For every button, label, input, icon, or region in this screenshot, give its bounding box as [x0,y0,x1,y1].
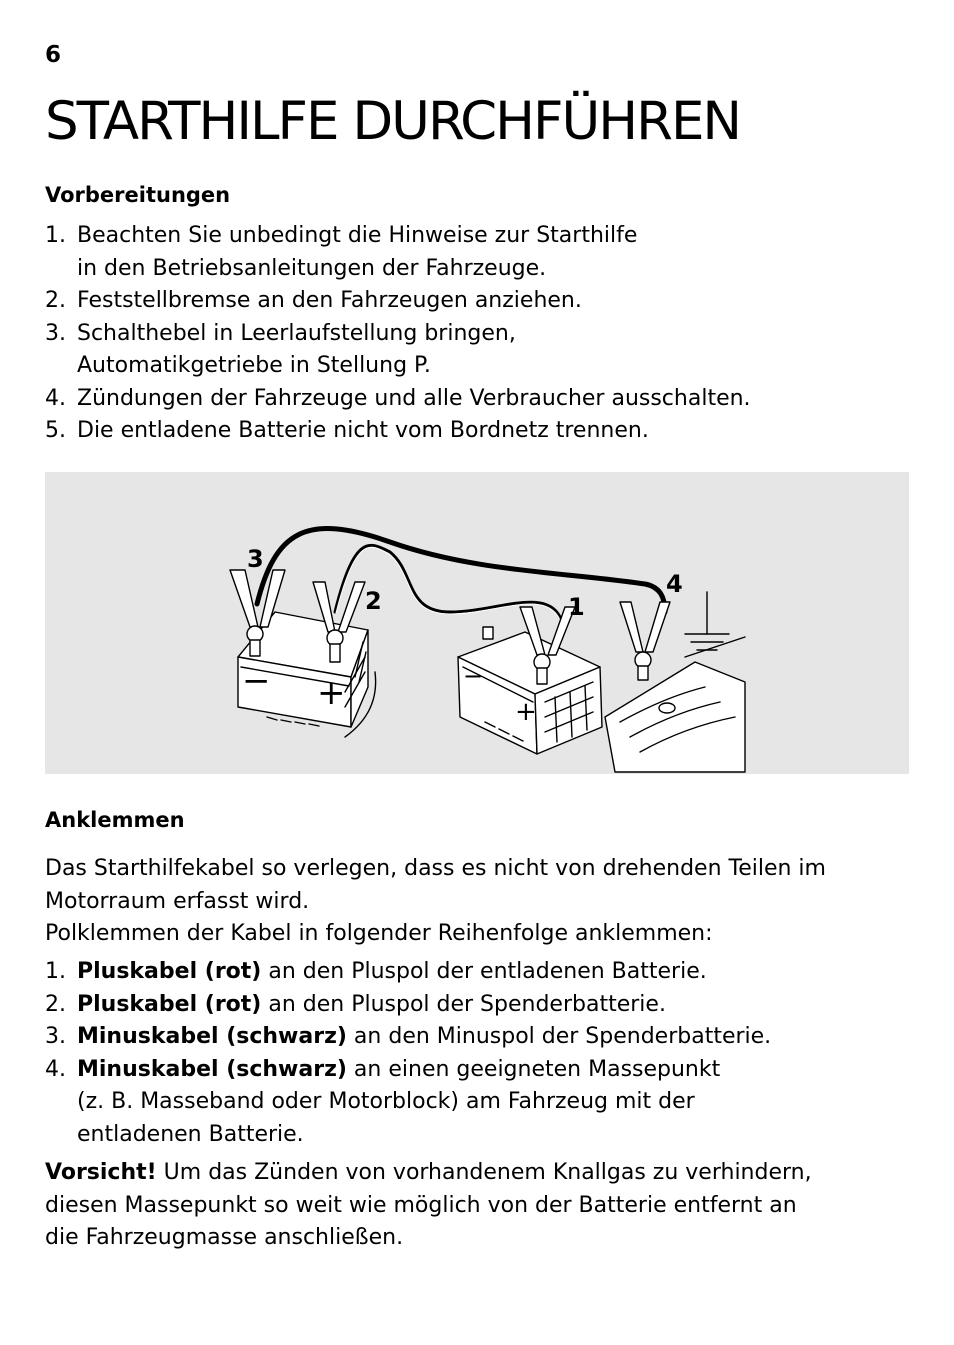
item-text: an den Pluspol der entladenen Batterie. [261,959,707,984]
item-number: 5. [45,418,66,443]
item-text: an den Pluspol der Spenderbatterie. [261,991,666,1017]
donor-minus-sign: − [242,661,271,701]
item-number: 3. [45,1024,66,1049]
section-heading-preparations: Vorbereitungen [45,183,231,207]
section-heading-connect: Anklemmen [45,808,185,832]
connection-order-list [45,956,805,1151]
list-item [45,220,925,285]
item-number: 1. [45,959,66,984]
list-item [45,415,925,448]
clamp-4 [620,602,670,680]
cable-name: Minuskabel (schwarz) [77,1024,347,1049]
label-2: 2 [365,587,382,615]
donor-plus-sign: + [317,673,346,713]
list-item [45,989,805,1022]
warning-paragraph [45,1157,825,1255]
item-text: in den Betriebsanleitungen der Fahrzeuge. [77,255,547,281]
list-item [45,956,805,989]
warning-label: Vorsicht! [45,1160,157,1185]
list-item [45,1021,805,1054]
item-number: 4. [45,385,66,411]
cable-name: Pluskabel (rot) [77,991,262,1017]
illustration-drawing [45,472,909,774]
label-4: 4 [666,570,683,598]
item-number: 2. [45,288,66,313]
label-3: 3 [247,545,264,573]
list-item [45,1054,805,1152]
cable-name: Pluskabel (rot) [77,959,262,984]
page-title: STARTHILFE DURCHFÜHREN [45,91,741,152]
item-text: Die entladene Batterie nicht vom Bordnetz trennen. [77,418,649,443]
item-number: 1. [45,223,66,248]
engine-block [605,637,745,772]
discharged-plus-sign: + [515,697,537,727]
cable-name: Minuskabel (schwarz) [77,1056,347,1082]
item-text: an den Minuspol der Spenderbatterie. [346,1024,772,1049]
ground-symbol [685,592,729,650]
item-text: Beachten Sie unbedingt die Hinweise zur Starthilfe [77,223,638,248]
item-text: Automatikgetriebe in Stellung P. [77,353,431,378]
list-item [45,285,925,318]
list-item [45,318,925,383]
discharged-battery [458,627,602,754]
preparation-list [45,220,925,448]
intro-paragraph: Das Starthilfekabel so verlegen, dass es nicht von drehenden Teilen im Motorraum erfasst wird. [45,856,826,914]
item-number: 3. [45,320,66,346]
discharged-minus-sign: − [463,662,484,690]
item-text: an einen geeigneten Massepunkt (z. B. Masseband oder Motorblock) am Fahrzeug mit der entladenen Batterie. [77,1056,721,1147]
item-text: Schalthebel in Leerlaufstellung bringen, [77,320,516,346]
item-text: Feststellbremse an den Fahrzeugen anziehen. [77,288,582,313]
label-1: 1 [568,593,585,621]
warning-text: Um das Zünden von vorhandenem Knallgas zu verhindern, diesen Massepunkt so weit wie möglich von der Batterie entfernt an die Fahrzeugmasse anschließen. [45,1160,812,1250]
instruction-sentence: Polklemmen der Kabel in folgender Reihenfolge anklemmen: [45,921,713,946]
page-number: 6 [45,42,62,68]
item-number: 2. [45,991,66,1017]
jump-start-illustration [45,472,909,774]
list-item [45,383,925,416]
item-number: 4. [45,1056,66,1082]
item-text: Zündungen der Fahrzeuge und alle Verbraucher ausschalten. [77,385,751,411]
